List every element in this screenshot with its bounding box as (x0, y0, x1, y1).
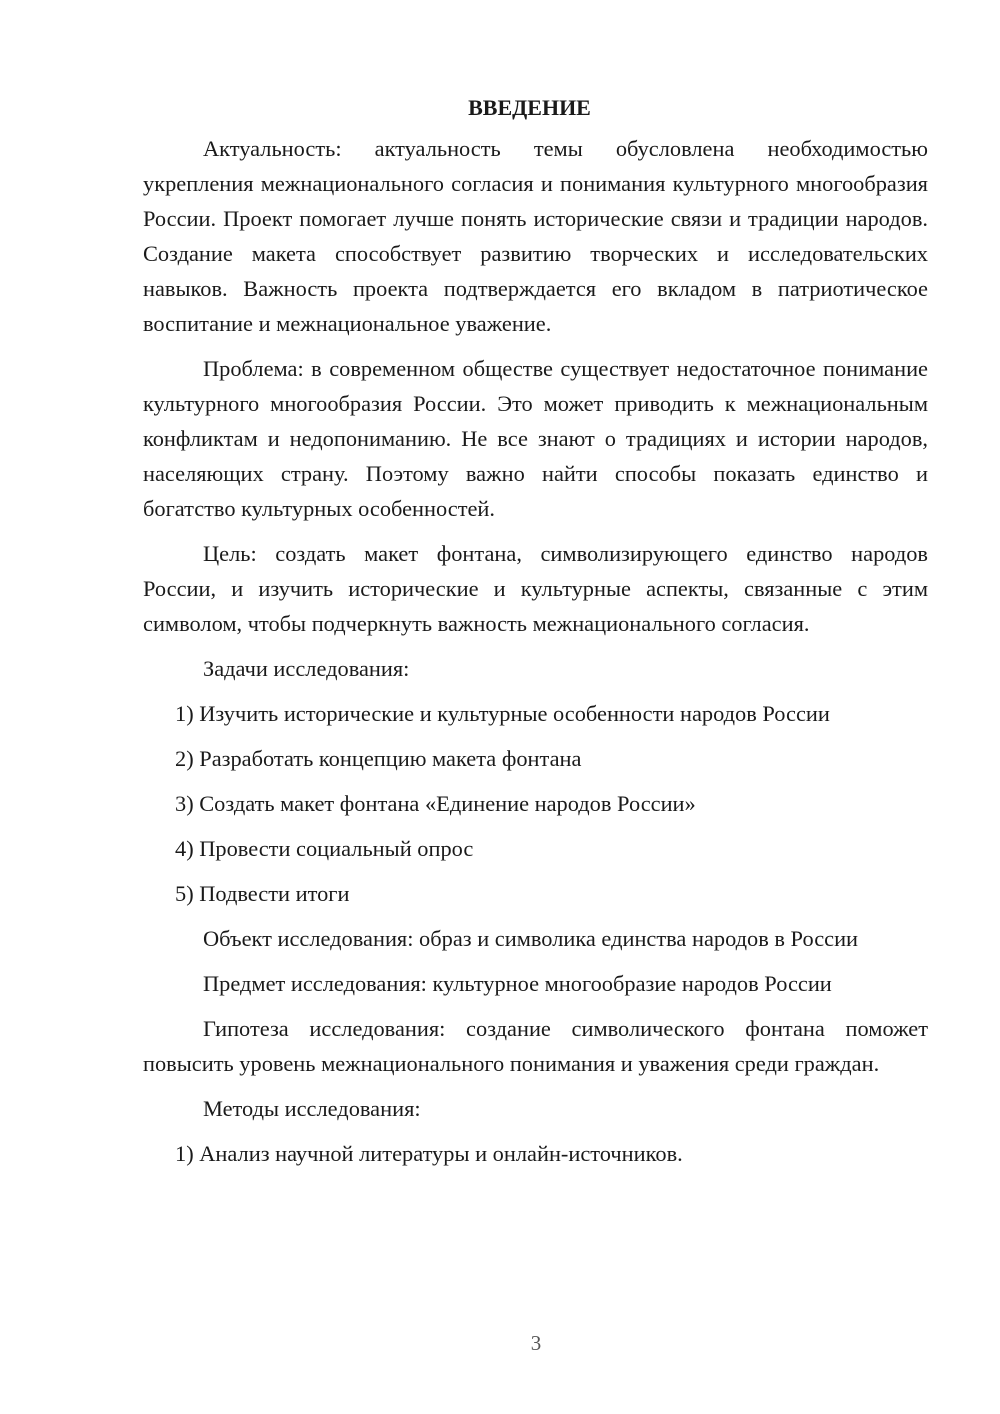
object-paragraph: Объект исследования: образ и символика единства народов в России (203, 926, 859, 951)
goal-paragraph: Цель: создать макет фонтана, символизирующего единство народов России, и изучить исторические и культурные аспекты, связанные с этим символом, чтобы подчеркнуть важность межнационального согласия. (143, 541, 928, 636)
task-item: 4) Провести социальный опрос (175, 836, 474, 861)
page-number: 3 (530, 1331, 542, 1355)
subject-paragraph: Предмет исследования: культурное многообразие народов России (203, 971, 832, 996)
task-item: 2) Разработать концепцию макета фонтана (175, 746, 582, 771)
section-title: ВВЕДЕНИЕ (468, 95, 591, 120)
relevance-paragraph: Актуальность: актуальность темы обусловлена необходимостью укрепления межнационального согласия и понимания культурного многообразия России. Проект помогает лучше понять исторические связи и традиции народов. Создание макета способствует развитию творческих и исследовательских навыков. Важность проекта подтверждается его вкладом в патриотическое воспитание и межнациональное уважение. (143, 136, 928, 336)
tasks-heading: Задачи исследования: (203, 656, 410, 681)
task-item: 5) Подвести итоги (175, 881, 350, 906)
task-item: 1) Изучить исторические и культурные особенности народов России (175, 701, 830, 726)
problem-paragraph: Проблема: в современном обществе существует недостаточное понимание культурного многообразия России. Это может приводить к межнациональным конфликтам и недопониманию. Не все знают о традициях и истории народов, населяющих страну. Поэтому важно найти способы показать единство и богатство культурных особенностей. (143, 356, 928, 521)
document-page (143, 90, 928, 1171)
methods-heading: Методы исследования: (203, 1096, 421, 1121)
method-item: 1) Анализ научной литературы и онлайн-источников. (175, 1141, 683, 1166)
task-item: 3) Создать макет фонтана «Единение народов России» (175, 791, 696, 816)
hypothesis-paragraph: Гипотеза исследования: создание символического фонтана поможет повысить уровень межнационального понимания и уважения среди граждан. (143, 1016, 928, 1076)
